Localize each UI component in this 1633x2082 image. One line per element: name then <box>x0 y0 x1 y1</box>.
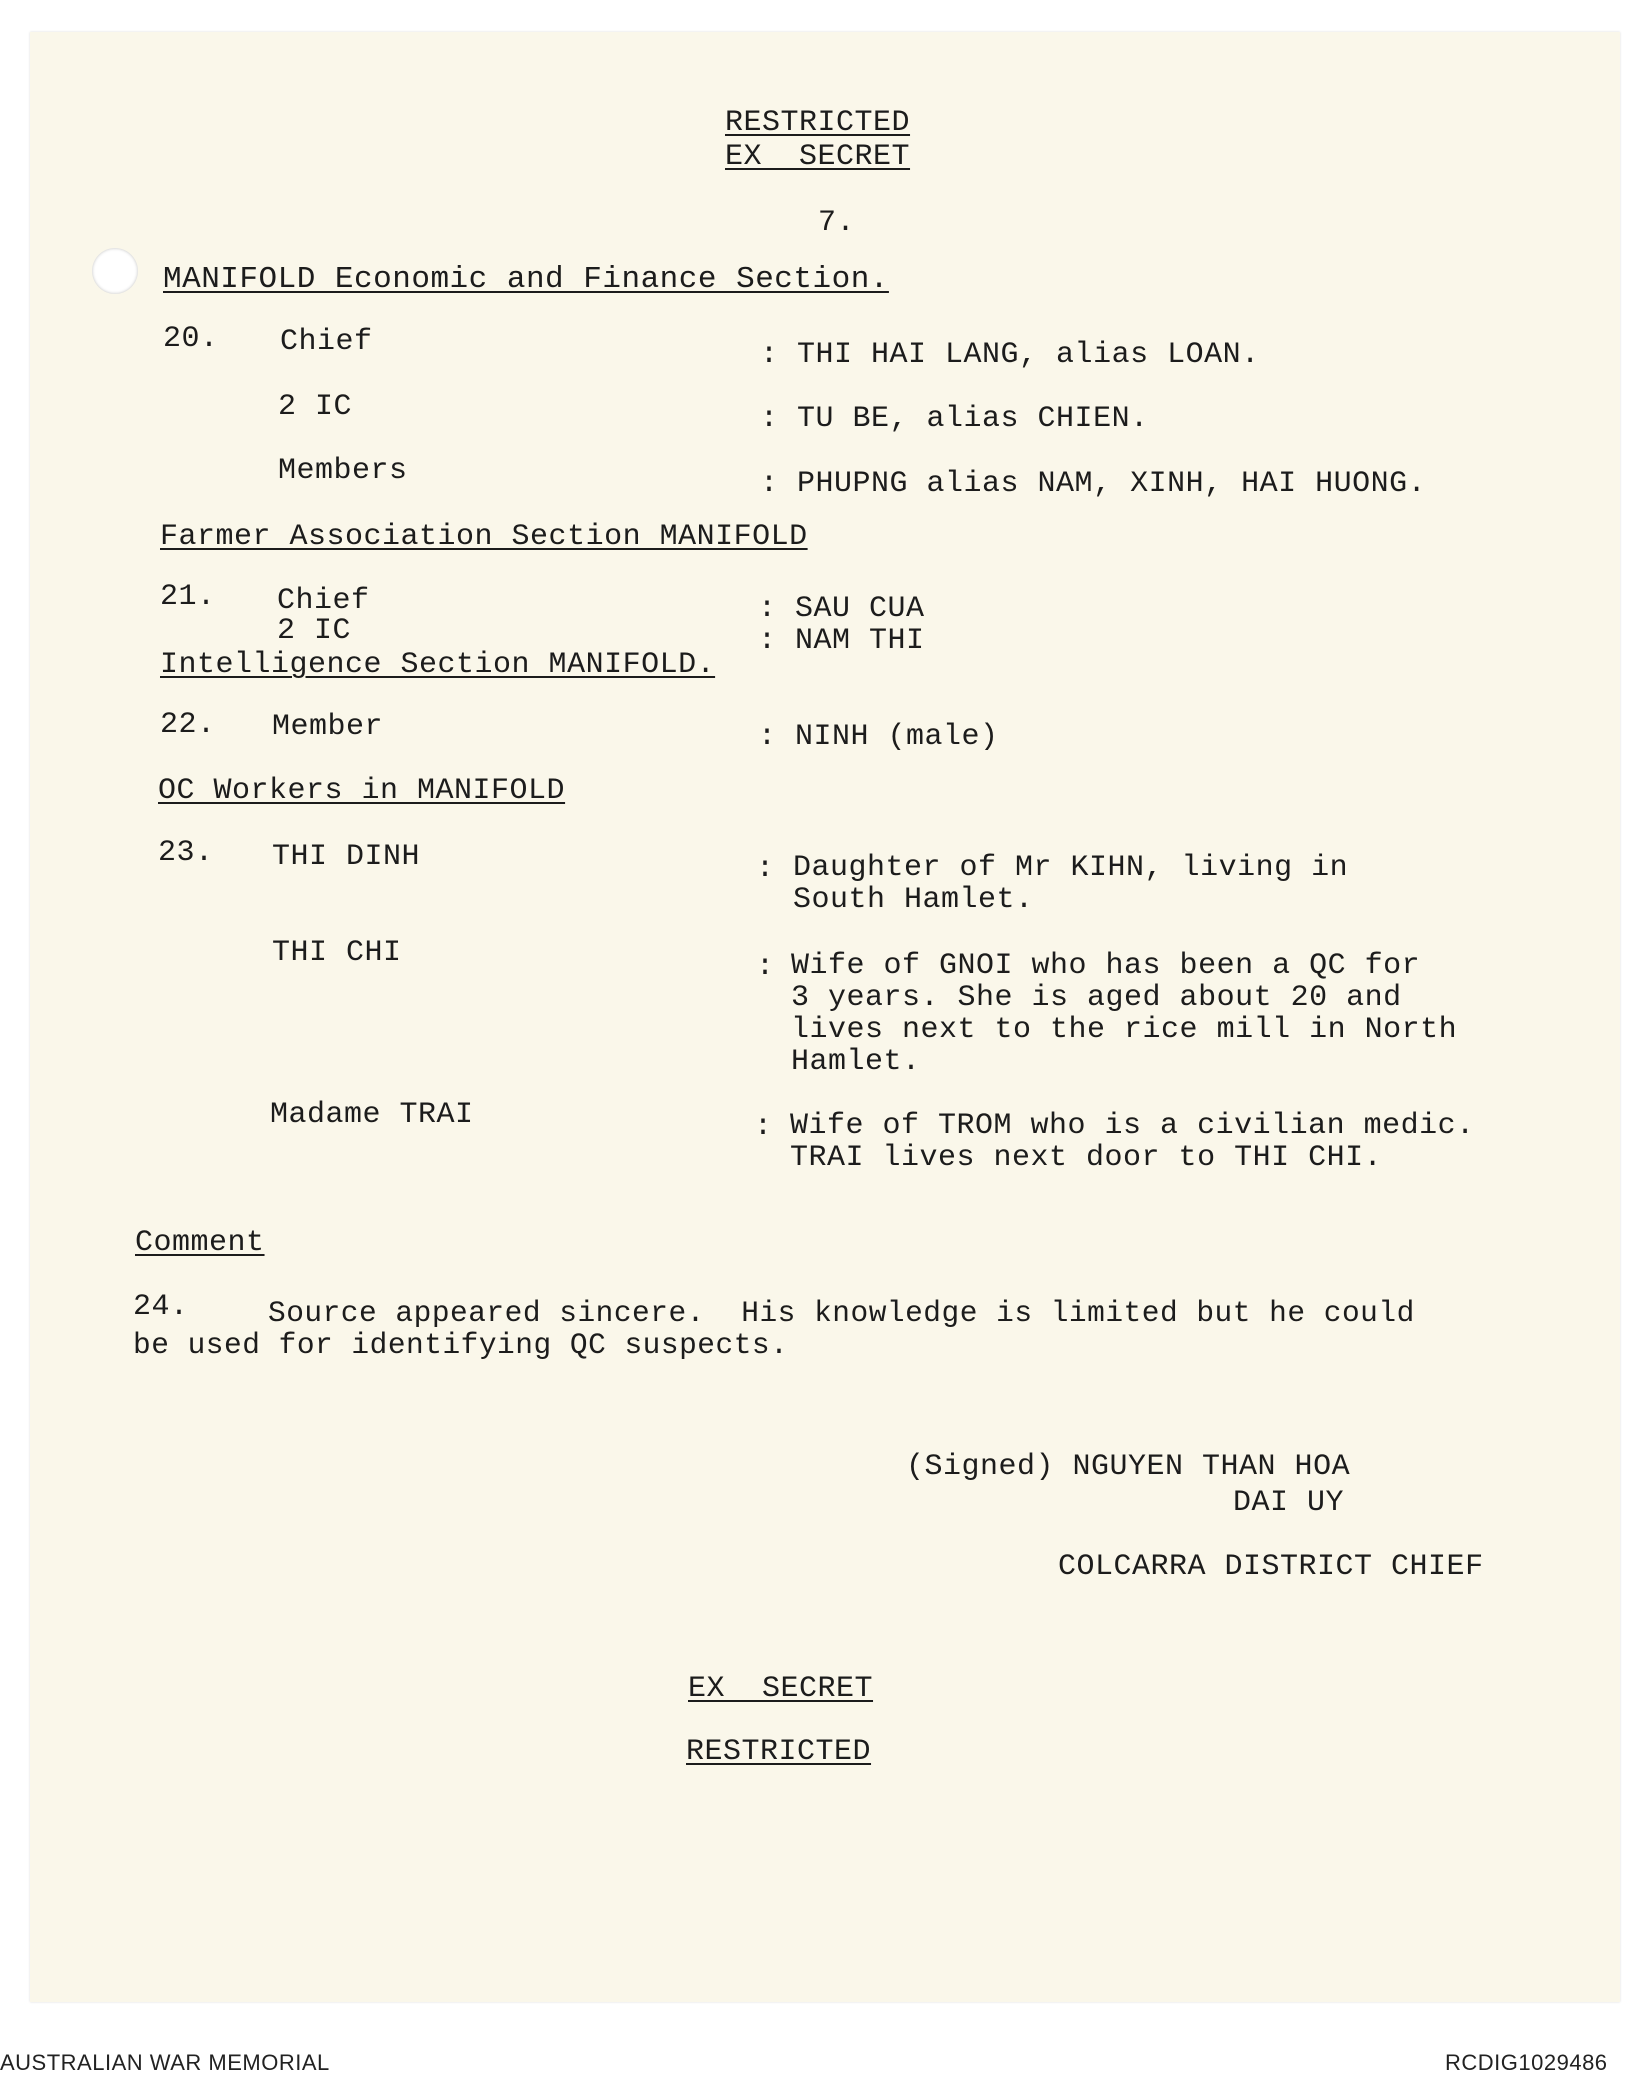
row-colon: : <box>756 852 775 886</box>
row-value: : SAU CUA <box>758 592 925 626</box>
ex-secret-footer: EX SECRET <box>688 1672 874 1706</box>
row-colon: : <box>756 950 775 984</box>
row-value: : NAM THI <box>758 624 925 658</box>
row-value: : PHUPNG alias NAM, XINH, HAI HUONG. <box>760 467 1427 501</box>
row-value-text: SAU CUA <box>795 592 925 626</box>
row-value: : NINH (male) <box>758 720 999 754</box>
row-value-text: PHUPNG alias NAM, XINH, HAI HUONG. <box>797 467 1427 501</box>
signature-title: COLCARRA DISTRICT CHIEF <box>1058 1550 1484 1584</box>
classification-header: RESTRICTED <box>725 106 911 140</box>
row-label: Member <box>272 710 384 744</box>
item-number-24: 24. <box>133 1290 189 1324</box>
row-label: THI DINH <box>272 840 421 874</box>
row-value-text: NAM THI <box>795 624 925 658</box>
item-number-21: 21. <box>160 580 216 614</box>
row-label: Members <box>278 454 408 488</box>
section-heading-oc-workers: OC Workers in MANIFOLD <box>158 774 566 808</box>
row-value-text: Daughter of Mr KIHN, living in South Hamlet. <box>793 851 1349 917</box>
row-value-text: NINH (male) <box>795 720 999 754</box>
row-label: Chief <box>277 584 370 618</box>
item-number-22: 22. <box>160 708 216 742</box>
section-heading-economic: MANIFOLD Economic and Finance Section. <box>163 262 889 297</box>
row-value-text: Wife of GNOI who has been a QC for 3 years. She is aged about 20 and lives next to the rice mill in North Hamlet. <box>791 949 1458 1079</box>
comment-text: be used for identifying QC suspects. <box>133 1328 789 1362</box>
comment-text: Source appeared sincere. His knowledge is limited but he could <box>268 1296 1415 1330</box>
row-label: Madame TRAI <box>270 1098 474 1132</box>
row-value: : THI HAI LANG, alias LOAN. <box>760 338 1260 372</box>
row-value-text: THI HAI LANG, alias LOAN. <box>797 338 1260 372</box>
classification-footer: RESTRICTED <box>686 1735 872 1769</box>
row-colon: : <box>754 1110 773 1144</box>
row-label: Chief <box>280 325 373 359</box>
row-label: 2 IC <box>277 614 352 648</box>
punch-hole <box>92 248 138 294</box>
row-label: 2 IC <box>278 390 353 424</box>
row-label: THI CHI <box>272 936 402 970</box>
signature-rank: DAI UY <box>1233 1486 1345 1520</box>
item-number-20: 20. <box>163 322 219 356</box>
signature-line: (Signed) NGUYEN THAN HOA <box>906 1450 1351 1484</box>
comment-heading: Comment <box>135 1226 265 1260</box>
section-heading-intelligence: Intelligence Section MANIFOLD. <box>160 648 716 682</box>
row-value-text: Wife of TROM who is a civilian medic. TRAI lives next door to THI CHI. <box>790 1109 1475 1175</box>
record-id: RCDIG1029486 <box>1445 2050 1608 2075</box>
ex-secret-header: EX SECRET <box>725 140 911 174</box>
section-heading-farmer: Farmer Association Section MANIFOLD <box>160 520 808 554</box>
row-value: : TU BE, alias CHIEN. <box>760 402 1149 436</box>
item-number-23: 23. <box>158 836 214 870</box>
institution-credit: AUSTRALIAN WAR MEMORIAL <box>0 2050 330 2075</box>
page-number: 7. <box>818 206 856 240</box>
row-value-text: TU BE, alias CHIEN. <box>797 402 1149 436</box>
